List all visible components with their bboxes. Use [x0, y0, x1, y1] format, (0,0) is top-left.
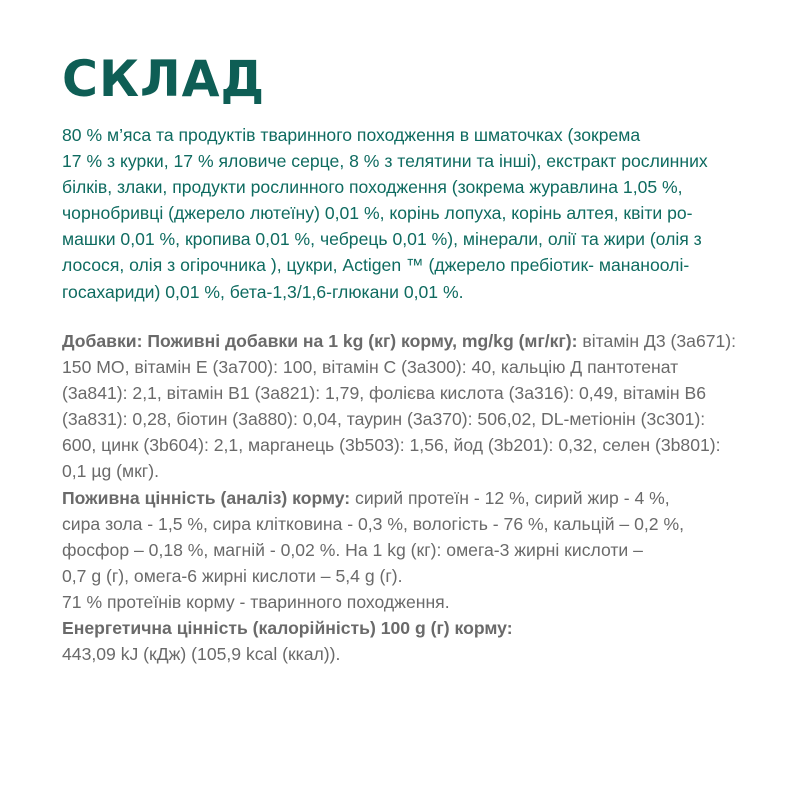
composition-line: 80 % м’яса та продуктів тваринного походження в шматочках (зокрема	[62, 125, 641, 145]
page-title: СКЛАД	[62, 50, 266, 108]
composition-line: чорнобривці (джерело лютеїну) 0,01 %, корінь лопуха, корінь алтея, квіти ро-	[62, 203, 693, 224]
nutrition-line: 0,7 g (г), омега-6 жирні кислоти – 5,4 g (г).	[62, 565, 403, 586]
additives-line: 150 МО, вітамін Е (3а700): 100, вітамін С (3а300): 40, кальцію Д пантотенат	[62, 357, 679, 378]
nutrition-line: фосфор – 0,18 %, магній - 0,02 %. На 1 kg (кг): омега-3 жирні кислоти –	[62, 539, 643, 560]
additives-line: 600, цинк (3b604): 2,1, марганець (3b503): 1,56, йод (3b201): 0,32, селен (3b801):	[62, 435, 721, 456]
additives-line	[62, 328, 752, 354]
additives-heading: Добавки: Поживні добавки на 1 kg (кг) корму, mg/kg (мг/кг):	[62, 331, 578, 351]
additives-line: (3а831): 0,28, біотин (3а880): 0,04, таурин (3а370): 506,02, DL-метіонін (3с301):	[62, 409, 706, 430]
composition-line: машки 0,01 %, кропива 0,01 %, чебрець 0,01 %), мінерали, олії та жири (олія з	[62, 229, 702, 250]
nutrition-line: сира зола - 1,5 %, сира клітковина - 0,3 %, вологість - 76 %, кальцій – 0,2 %,	[62, 513, 684, 534]
composition-line: лосося, олія з огірочника ), цукри, Actigen ™ (джерело пребіотик- мананоолі-	[62, 255, 690, 276]
composition-line: 17 % з курки, 17 % яловиче серце, 8 % з телятини та інші), екстракт рослинних	[62, 151, 708, 172]
energy-value: 443,09 kJ (кДж) (105,9 kcal (ккал)).	[62, 644, 341, 665]
energy-heading: Енергетична цінність (калорійність) 100 g (г) корму:	[62, 618, 513, 639]
composition-line: білків, злаки, продукти рослинного походження (зокрема журавлина 1,05 %,	[62, 177, 683, 198]
details-section	[62, 328, 752, 667]
additives-line: (3а841): 2,1, вітамін В1 (3а821): 1,79, фолієва кислота (3а316): 0,49, вітамін В6	[62, 383, 707, 404]
additives-text: вітамін Д3 (3а671):	[577, 331, 737, 351]
nutrition-heading: Поживна цінність (аналіз) корму:	[62, 487, 351, 508]
nutrition-text: сирий протеїн - 12 %, сирий жир - 4 %,	[350, 487, 670, 508]
composition-paragraph	[62, 122, 752, 305]
additives-line: 0,1 µg (мкг).	[62, 461, 159, 482]
nutrition-line	[62, 485, 752, 511]
composition-line: госахариди) 0,01 %, бета-1,3/1,6-глюкани 0,01 %.	[62, 281, 464, 302]
energy-line	[62, 615, 752, 641]
nutrition-line: 71 % протеїнів корму - тваринного походження.	[62, 591, 450, 612]
